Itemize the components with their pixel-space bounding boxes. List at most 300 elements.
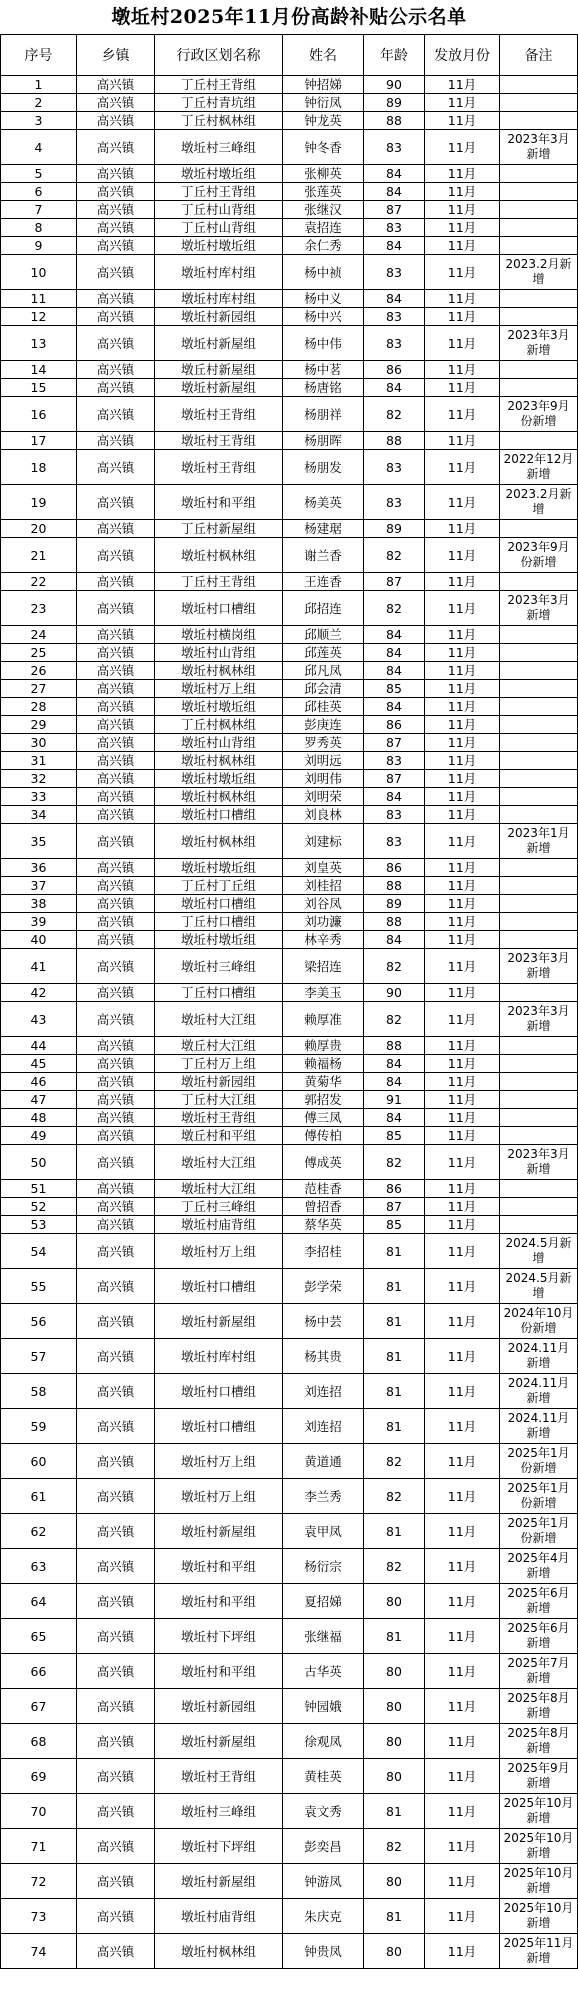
cell-remark: 2023.2月新增 [500,485,578,520]
cell-town: 高兴镇 [77,770,155,788]
cell-district: 墩坵村王背组 [155,432,283,450]
cell-index: 71 [1,1829,77,1864]
cell-age: 89 [364,895,425,913]
cell-index: 50 [1,1145,77,1180]
cell-age: 82 [364,1444,425,1479]
cell-remark [500,1198,578,1216]
table-row [1,984,578,1002]
cell-age: 81 [364,1269,425,1304]
table-row [1,1444,578,1479]
cell-index: 30 [1,734,77,752]
cell-town: 高兴镇 [77,1109,155,1127]
cell-month: 11月 [425,1794,500,1829]
cell-month: 11月 [425,450,500,485]
cell-town: 高兴镇 [77,1829,155,1864]
cell-age: 82 [364,1829,425,1864]
cell-index: 49 [1,1127,77,1145]
cell-name: 彭庚连 [283,716,364,734]
cell-remark [500,913,578,931]
cell-district: 墩坵村下坪组 [155,1619,283,1654]
cell-town: 高兴镇 [77,1689,155,1724]
cell-district: 墩坵村枫林组 [155,752,283,770]
cell-name: 彭奕昌 [283,1829,364,1864]
table-row [1,520,578,538]
cell-name: 刘明远 [283,752,364,770]
cell-district: 墩坵村墩坵组 [155,165,283,183]
cell-remark: 2023年3月新增 [500,591,578,626]
table-row [1,255,578,290]
cell-age: 84 [364,1109,425,1127]
table-row [1,1689,578,1724]
cell-district: 墩坵村山背组 [155,644,283,662]
cell-month: 11月 [425,1584,500,1619]
cell-age: 82 [364,591,425,626]
table-row [1,1216,578,1234]
cell-remark [500,662,578,680]
cell-age: 87 [364,201,425,219]
cell-age: 84 [364,165,425,183]
cell-index: 23 [1,591,77,626]
cell-remark [500,1127,578,1145]
cell-index: 22 [1,573,77,591]
cell-index: 66 [1,1654,77,1689]
cell-town: 高兴镇 [77,112,155,130]
cell-name: 杨中兴 [283,308,364,326]
table-row [1,1002,578,1037]
cell-name: 黄桂英 [283,1759,364,1794]
cell-name: 刘明伟 [283,770,364,788]
cell-district: 丁丘村山背组 [155,201,283,219]
cell-district: 墩坵村山背组 [155,734,283,752]
table-row [1,716,578,734]
table-row [1,290,578,308]
cell-age: 83 [364,752,425,770]
cell-age: 85 [364,680,425,698]
cell-month: 11月 [425,573,500,591]
cell-remark: 2023.2月新增 [500,255,578,290]
cell-district: 丁丘村青坑组 [155,94,283,112]
cell-index: 8 [1,219,77,237]
cell-name: 赖厚准 [283,1002,364,1037]
cell-month: 11月 [425,1091,500,1109]
cell-index: 57 [1,1339,77,1374]
table-row [1,1145,578,1180]
cell-name: 杨中义 [283,290,364,308]
cell-month: 11月 [425,112,500,130]
cell-month: 11月 [425,1269,500,1304]
cell-remark: 2022年12月新增 [500,450,578,485]
cell-district: 丁丘村新屋组 [155,520,283,538]
cell-age: 88 [364,1037,425,1055]
table-row [1,379,578,397]
cell-month: 11月 [425,1145,500,1180]
cell-district: 墩坵村口槽组 [155,591,283,626]
cell-index: 55 [1,1269,77,1304]
cell-district: 丁丘村王背组 [155,573,283,591]
cell-index: 65 [1,1619,77,1654]
cell-age: 84 [364,931,425,949]
cell-town: 高兴镇 [77,895,155,913]
cell-district: 墩坵村口槽组 [155,806,283,824]
cell-name: 梁招连 [283,949,364,984]
cell-age: 81 [364,1619,425,1654]
header-remark: 备注 [500,35,578,76]
cell-town: 高兴镇 [77,788,155,806]
cell-index: 11 [1,290,77,308]
cell-month: 11月 [425,165,500,183]
cell-district: 墩坵村下坪组 [155,1829,283,1864]
cell-index: 54 [1,1234,77,1269]
cell-index: 47 [1,1091,77,1109]
cell-remark [500,806,578,824]
cell-index: 1 [1,76,77,94]
cell-age: 88 [364,432,425,450]
cell-age: 82 [364,1145,425,1180]
table-row [1,1549,578,1584]
cell-town: 高兴镇 [77,165,155,183]
cell-town: 高兴镇 [77,1479,155,1514]
cell-age: 81 [364,1304,425,1339]
cell-remark: 2025年10月新增 [500,1899,578,1934]
cell-index: 10 [1,255,77,290]
cell-remark: 2025年9月新增 [500,1759,578,1794]
cell-town: 高兴镇 [77,1549,155,1584]
table-row [1,397,578,432]
cell-district: 墩坵村三峰组 [155,1794,283,1829]
table-row [1,1304,578,1339]
cell-district: 墩坵村三峰组 [155,949,283,984]
cell-district: 墩坵村枫林组 [155,824,283,859]
table-row [1,130,578,165]
cell-remark [500,165,578,183]
cell-month: 11月 [425,770,500,788]
cell-age: 83 [364,485,425,520]
cell-remark: 2025年8月新增 [500,1724,578,1759]
table-row [1,573,578,591]
table-row [1,1109,578,1127]
cell-town: 高兴镇 [77,326,155,361]
cell-age: 85 [364,1216,425,1234]
cell-month: 11月 [425,1549,500,1584]
cell-town: 高兴镇 [77,752,155,770]
cell-remark: 2025年10月新增 [500,1794,578,1829]
cell-district: 墩坵村新屋组 [155,1724,283,1759]
cell-age: 86 [364,716,425,734]
cell-name: 李招桂 [283,1234,364,1269]
table-row [1,931,578,949]
cell-month: 11月 [425,1759,500,1794]
header-age: 年龄 [364,35,425,76]
cell-remark [500,290,578,308]
cell-month: 11月 [425,538,500,573]
cell-remark: 2025年6月新增 [500,1619,578,1654]
cell-remark [500,1037,578,1055]
table-row [1,432,578,450]
table-row [1,1619,578,1654]
cell-index: 60 [1,1444,77,1479]
cell-index: 25 [1,644,77,662]
table-row [1,1724,578,1759]
cell-name: 钟衍凤 [283,94,364,112]
cell-index: 35 [1,824,77,859]
cell-town: 高兴镇 [77,1269,155,1304]
cell-month: 11月 [425,308,500,326]
cell-remark: 2023年9月份新增 [500,538,578,573]
cell-district: 墩坵村横岗组 [155,626,283,644]
table-row [1,326,578,361]
cell-age: 84 [364,698,425,716]
cell-town: 高兴镇 [77,94,155,112]
cell-remark [500,237,578,255]
cell-index: 43 [1,1002,77,1037]
cell-district: 墩坵村新园组 [155,1689,283,1724]
cell-name: 杨唐铭 [283,379,364,397]
table-row [1,1759,578,1794]
cell-age: 84 [364,1055,425,1073]
cell-remark [500,680,578,698]
cell-name: 袁招连 [283,219,364,237]
cell-age: 84 [364,1073,425,1091]
cell-age: 82 [364,1549,425,1584]
cell-remark [500,201,578,219]
cell-index: 64 [1,1584,77,1619]
cell-remark: 2024.5月新增 [500,1269,578,1304]
cell-month: 11月 [425,76,500,94]
table-row [1,76,578,94]
cell-remark [500,770,578,788]
table-row [1,1934,578,1969]
cell-month: 11月 [425,379,500,397]
cell-month: 11月 [425,255,500,290]
cell-month: 11月 [425,397,500,432]
cell-age: 87 [364,734,425,752]
cell-town: 高兴镇 [77,290,155,308]
cell-town: 高兴镇 [77,1234,155,1269]
cell-age: 87 [364,573,425,591]
cell-index: 41 [1,949,77,984]
cell-town: 高兴镇 [77,644,155,662]
cell-name: 赖厚贵 [283,1037,364,1055]
cell-age: 80 [364,1759,425,1794]
cell-age: 90 [364,76,425,94]
cell-district: 墩坵村墩坵组 [155,859,283,877]
cell-name: 杨美英 [283,485,364,520]
cell-index: 73 [1,1899,77,1934]
cell-town: 高兴镇 [77,397,155,432]
cell-name: 邱会清 [283,680,364,698]
cell-remark: 2025年7月新增 [500,1654,578,1689]
cell-age: 83 [364,308,425,326]
cell-name: 杨衍宗 [283,1549,364,1584]
cell-district: 墩坵村新屋组 [155,1514,283,1549]
cell-remark [500,432,578,450]
cell-town: 高兴镇 [77,1304,155,1339]
cell-name: 黄道通 [283,1444,364,1479]
table-row [1,1899,578,1934]
cell-age: 84 [364,626,425,644]
cell-age: 82 [364,1002,425,1037]
cell-index: 45 [1,1055,77,1073]
cell-age: 86 [364,361,425,379]
table-row [1,201,578,219]
cell-name: 杨中伟 [283,326,364,361]
cell-town: 高兴镇 [77,1216,155,1234]
cell-remark [500,308,578,326]
cell-name: 袁甲凤 [283,1514,364,1549]
cell-district: 墩坵村庙背组 [155,1216,283,1234]
cell-index: 18 [1,450,77,485]
table-row [1,237,578,255]
cell-remark [500,1091,578,1109]
cell-name: 朱庆克 [283,1899,364,1934]
cell-index: 31 [1,752,77,770]
cell-name: 杨其贵 [283,1339,364,1374]
cell-remark: 2025年11月新增 [500,1934,578,1969]
cell-month: 11月 [425,432,500,450]
cell-month: 11月 [425,1339,500,1374]
table-row [1,859,578,877]
cell-month: 11月 [425,1864,500,1899]
cell-town: 高兴镇 [77,984,155,1002]
cell-index: 70 [1,1794,77,1829]
cell-age: 85 [364,1127,425,1145]
cell-name: 邱莲英 [283,644,364,662]
cell-district: 墩坵村和平组 [155,1654,283,1689]
header-index: 序号 [1,35,77,76]
cell-town: 高兴镇 [77,1409,155,1444]
cell-town: 高兴镇 [77,1899,155,1934]
cell-remark: 2025年8月新增 [500,1689,578,1724]
cell-remark [500,716,578,734]
table-row [1,219,578,237]
cell-age: 80 [364,1654,425,1689]
cell-month: 11月 [425,895,500,913]
cell-index: 67 [1,1689,77,1724]
cell-month: 11月 [425,716,500,734]
cell-name: 杨中祯 [283,255,364,290]
cell-district: 墩坵村墩坵组 [155,237,283,255]
cell-name: 张莲英 [283,183,364,201]
cell-town: 高兴镇 [77,237,155,255]
cell-remark [500,644,578,662]
cell-district: 墩坵村库村组 [155,290,283,308]
table-row [1,485,578,520]
cell-district: 丁丘村枫林组 [155,716,283,734]
cell-month: 11月 [425,94,500,112]
cell-age: 88 [364,877,425,895]
table-row [1,1037,578,1055]
cell-remark [500,1216,578,1234]
cell-age: 81 [364,1794,425,1829]
cell-age: 81 [364,1899,425,1934]
cell-town: 高兴镇 [77,1759,155,1794]
table-row [1,680,578,698]
cell-district: 墩坵村大江组 [155,1145,283,1180]
cell-name: 钟贵凤 [283,1934,364,1969]
cell-town: 高兴镇 [77,1724,155,1759]
cell-remark [500,361,578,379]
cell-index: 12 [1,308,77,326]
cell-district: 墩坵村枫林组 [155,1934,283,1969]
cell-town: 高兴镇 [77,1091,155,1109]
cell-remark [500,626,578,644]
cell-index: 21 [1,538,77,573]
cell-age: 86 [364,1180,425,1198]
cell-age: 81 [364,1339,425,1374]
cell-index: 33 [1,788,77,806]
cell-town: 高兴镇 [77,626,155,644]
cell-district: 墩坵村和平组 [155,485,283,520]
table-header-row [1,35,578,76]
cell-index: 40 [1,931,77,949]
cell-age: 83 [364,130,425,165]
cell-month: 11月 [425,201,500,219]
cell-remark [500,219,578,237]
table-row [1,1055,578,1073]
header-district: 行政区划名称 [155,35,283,76]
cell-remark [500,94,578,112]
cell-district: 墩坵村新屋组 [155,1304,283,1339]
cell-district: 墩坵村大江组 [155,1180,283,1198]
cell-index: 48 [1,1109,77,1127]
cell-remark [500,895,578,913]
cell-town: 高兴镇 [77,949,155,984]
cell-town: 高兴镇 [77,379,155,397]
cell-name: 刘皇英 [283,859,364,877]
cell-age: 91 [364,1091,425,1109]
cell-town: 高兴镇 [77,877,155,895]
cell-district: 丁丘村王背组 [155,183,283,201]
cell-index: 28 [1,698,77,716]
cell-month: 11月 [425,1409,500,1444]
cell-name: 王连香 [283,573,364,591]
cell-town: 高兴镇 [77,1794,155,1829]
cell-index: 74 [1,1934,77,1969]
cell-index: 52 [1,1198,77,1216]
cell-age: 84 [364,662,425,680]
cell-name: 钟冬香 [283,130,364,165]
cell-name: 彭学荣 [283,1269,364,1304]
cell-name: 蔡华英 [283,1216,364,1234]
cell-town: 高兴镇 [77,361,155,379]
cell-age: 84 [364,237,425,255]
cell-name: 曾招香 [283,1198,364,1216]
cell-town: 高兴镇 [77,1339,155,1374]
cell-month: 11月 [425,485,500,520]
cell-age: 82 [364,1479,425,1514]
cell-age: 82 [364,397,425,432]
cell-remark [500,183,578,201]
cell-district: 墩坵村万上组 [155,680,283,698]
cell-district: 丁丘村丁丘组 [155,877,283,895]
cell-age: 89 [364,94,425,112]
table-row [1,1514,578,1549]
cell-remark [500,112,578,130]
cell-district: 丁丘村枫林组 [155,112,283,130]
table-row [1,1127,578,1145]
cell-district: 墩坵村墩坵组 [155,931,283,949]
table-body [1,76,578,1969]
cell-age: 84 [364,644,425,662]
cell-index: 7 [1,201,77,219]
table-row [1,1864,578,1899]
cell-name: 邱顺兰 [283,626,364,644]
cell-month: 11月 [425,806,500,824]
cell-town: 高兴镇 [77,716,155,734]
cell-index: 63 [1,1549,77,1584]
cell-index: 4 [1,130,77,165]
cell-index: 56 [1,1304,77,1339]
